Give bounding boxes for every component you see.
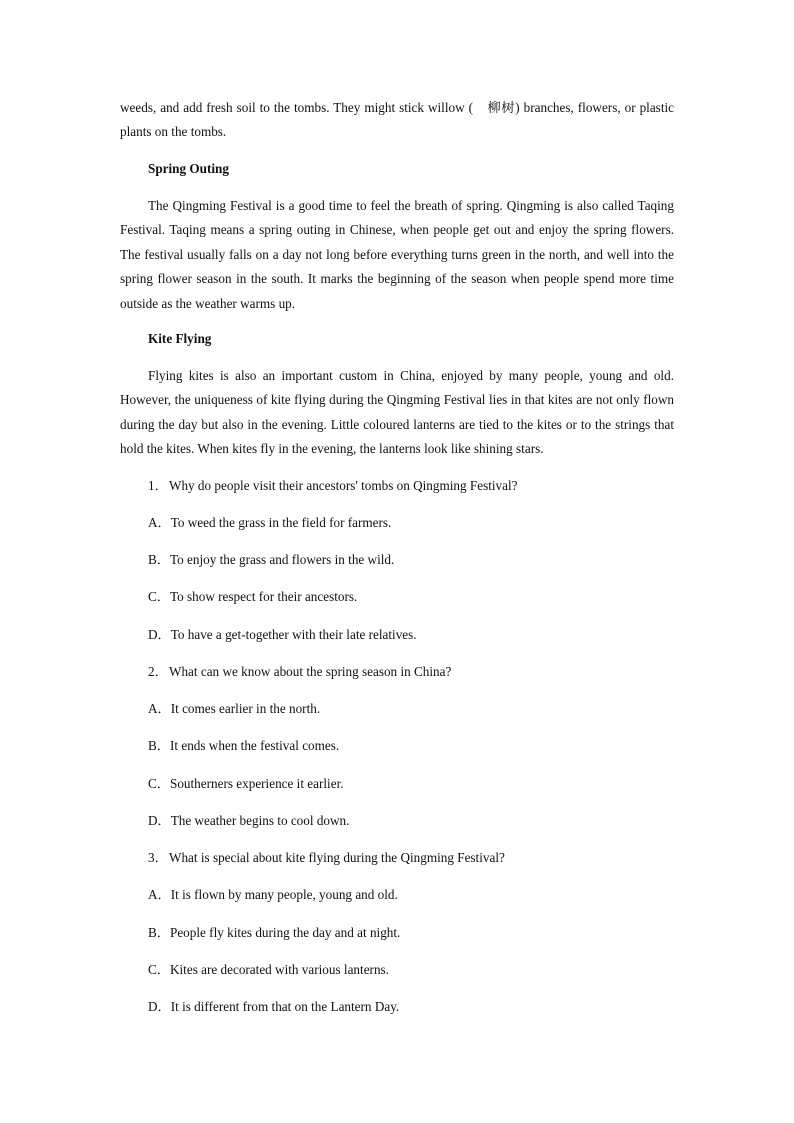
option-label: A． <box>148 701 171 716</box>
option-label: B． <box>148 738 170 753</box>
option-label: C． <box>148 962 170 977</box>
question-1-option-a <box>148 513 391 533</box>
question-2-option-d <box>148 811 349 831</box>
option-label: C． <box>148 776 170 791</box>
option-label: D． <box>148 627 171 642</box>
question-3-option-d <box>148 997 399 1017</box>
intro-continuation-paragraph: weeds, and add fresh soil to the tombs. They might stick willow ( 柳树) branches, flowers, or plastic plants on the tombs. <box>120 100 674 140</box>
question-2-option-b <box>148 736 339 756</box>
question-number: 2． <box>148 664 168 679</box>
option-text: It ends when the festival comes. <box>169 738 340 753</box>
question-2 <box>148 662 451 682</box>
option-text: To show respect for their ancestors. <box>169 589 358 604</box>
option-text: The weather begins to cool down. <box>170 813 350 828</box>
option-text: Southerners experience it earlier. <box>169 776 344 791</box>
question-number: 3． <box>148 850 168 865</box>
option-label: B． <box>148 925 170 940</box>
option-label: D． <box>148 813 171 828</box>
heading-kite-flying: Kite Flying <box>148 331 212 346</box>
question-text: What can we know about the spring season in China? <box>169 664 452 679</box>
option-text: To weed the grass in the field for farmers. <box>170 515 392 530</box>
question-text: What is special about kite flying during the Qingming Festival? <box>169 850 505 865</box>
heading-spring-outing: Spring Outing <box>148 161 229 176</box>
question-2-option-a <box>148 699 320 719</box>
option-text: Kites are decorated with various lanterns. <box>169 962 389 977</box>
question-number: 1． <box>148 478 168 493</box>
option-label: A． <box>148 887 171 902</box>
spring-outing-paragraph: The Qingming Festival is a good time to feel the breath of spring. Qingming is also called Taqing Festival. Taqing means a spring outing in Chinese, when people get out and enjoy the spring flowers. The festival usually falls on a day not long before everything turns green in the north, and well into the spring flower season in the south. It marks the beginning of the season when people spend more time outside as the weather warms up. <box>120 198 674 311</box>
question-2-option-c <box>148 774 344 794</box>
question-1-option-b <box>148 550 394 570</box>
question-1-option-d <box>148 625 417 645</box>
option-label: B． <box>148 552 170 567</box>
question-1 <box>148 476 518 496</box>
option-text: It is different from that on the Lantern Day. <box>170 999 400 1014</box>
option-text: It is flown by many people, young and old. <box>170 887 398 902</box>
option-text: To have a get-together with their late relatives. <box>170 627 417 642</box>
option-text: To enjoy the grass and flowers in the wild. <box>169 552 395 567</box>
option-text: It comes earlier in the north. <box>170 701 321 716</box>
kite-flying-paragraph: Flying kites is also an important custom in China, enjoyed by many people, young and old. However, the uniqueness of kite flying during the Qingming Festival lies in that kites are not only flown during the day but also in the evening. Little coloured lanterns are tied to the kites or to the strings that hold the kites. When kites fly in the evening, the lanterns look like shining stars. <box>120 368 674 457</box>
question-1-option-c <box>148 587 357 607</box>
option-text: People fly kites during the day and at night. <box>169 925 401 940</box>
question-text: Why do people visit their ancestors' tombs on Qingming Festival? <box>169 478 518 493</box>
question-3-option-c <box>148 960 389 980</box>
option-label: C． <box>148 589 170 604</box>
question-3-option-a <box>148 885 398 905</box>
option-label: A． <box>148 515 171 530</box>
question-3 <box>148 848 505 868</box>
option-label: D． <box>148 999 171 1014</box>
question-3-option-b <box>148 923 400 943</box>
